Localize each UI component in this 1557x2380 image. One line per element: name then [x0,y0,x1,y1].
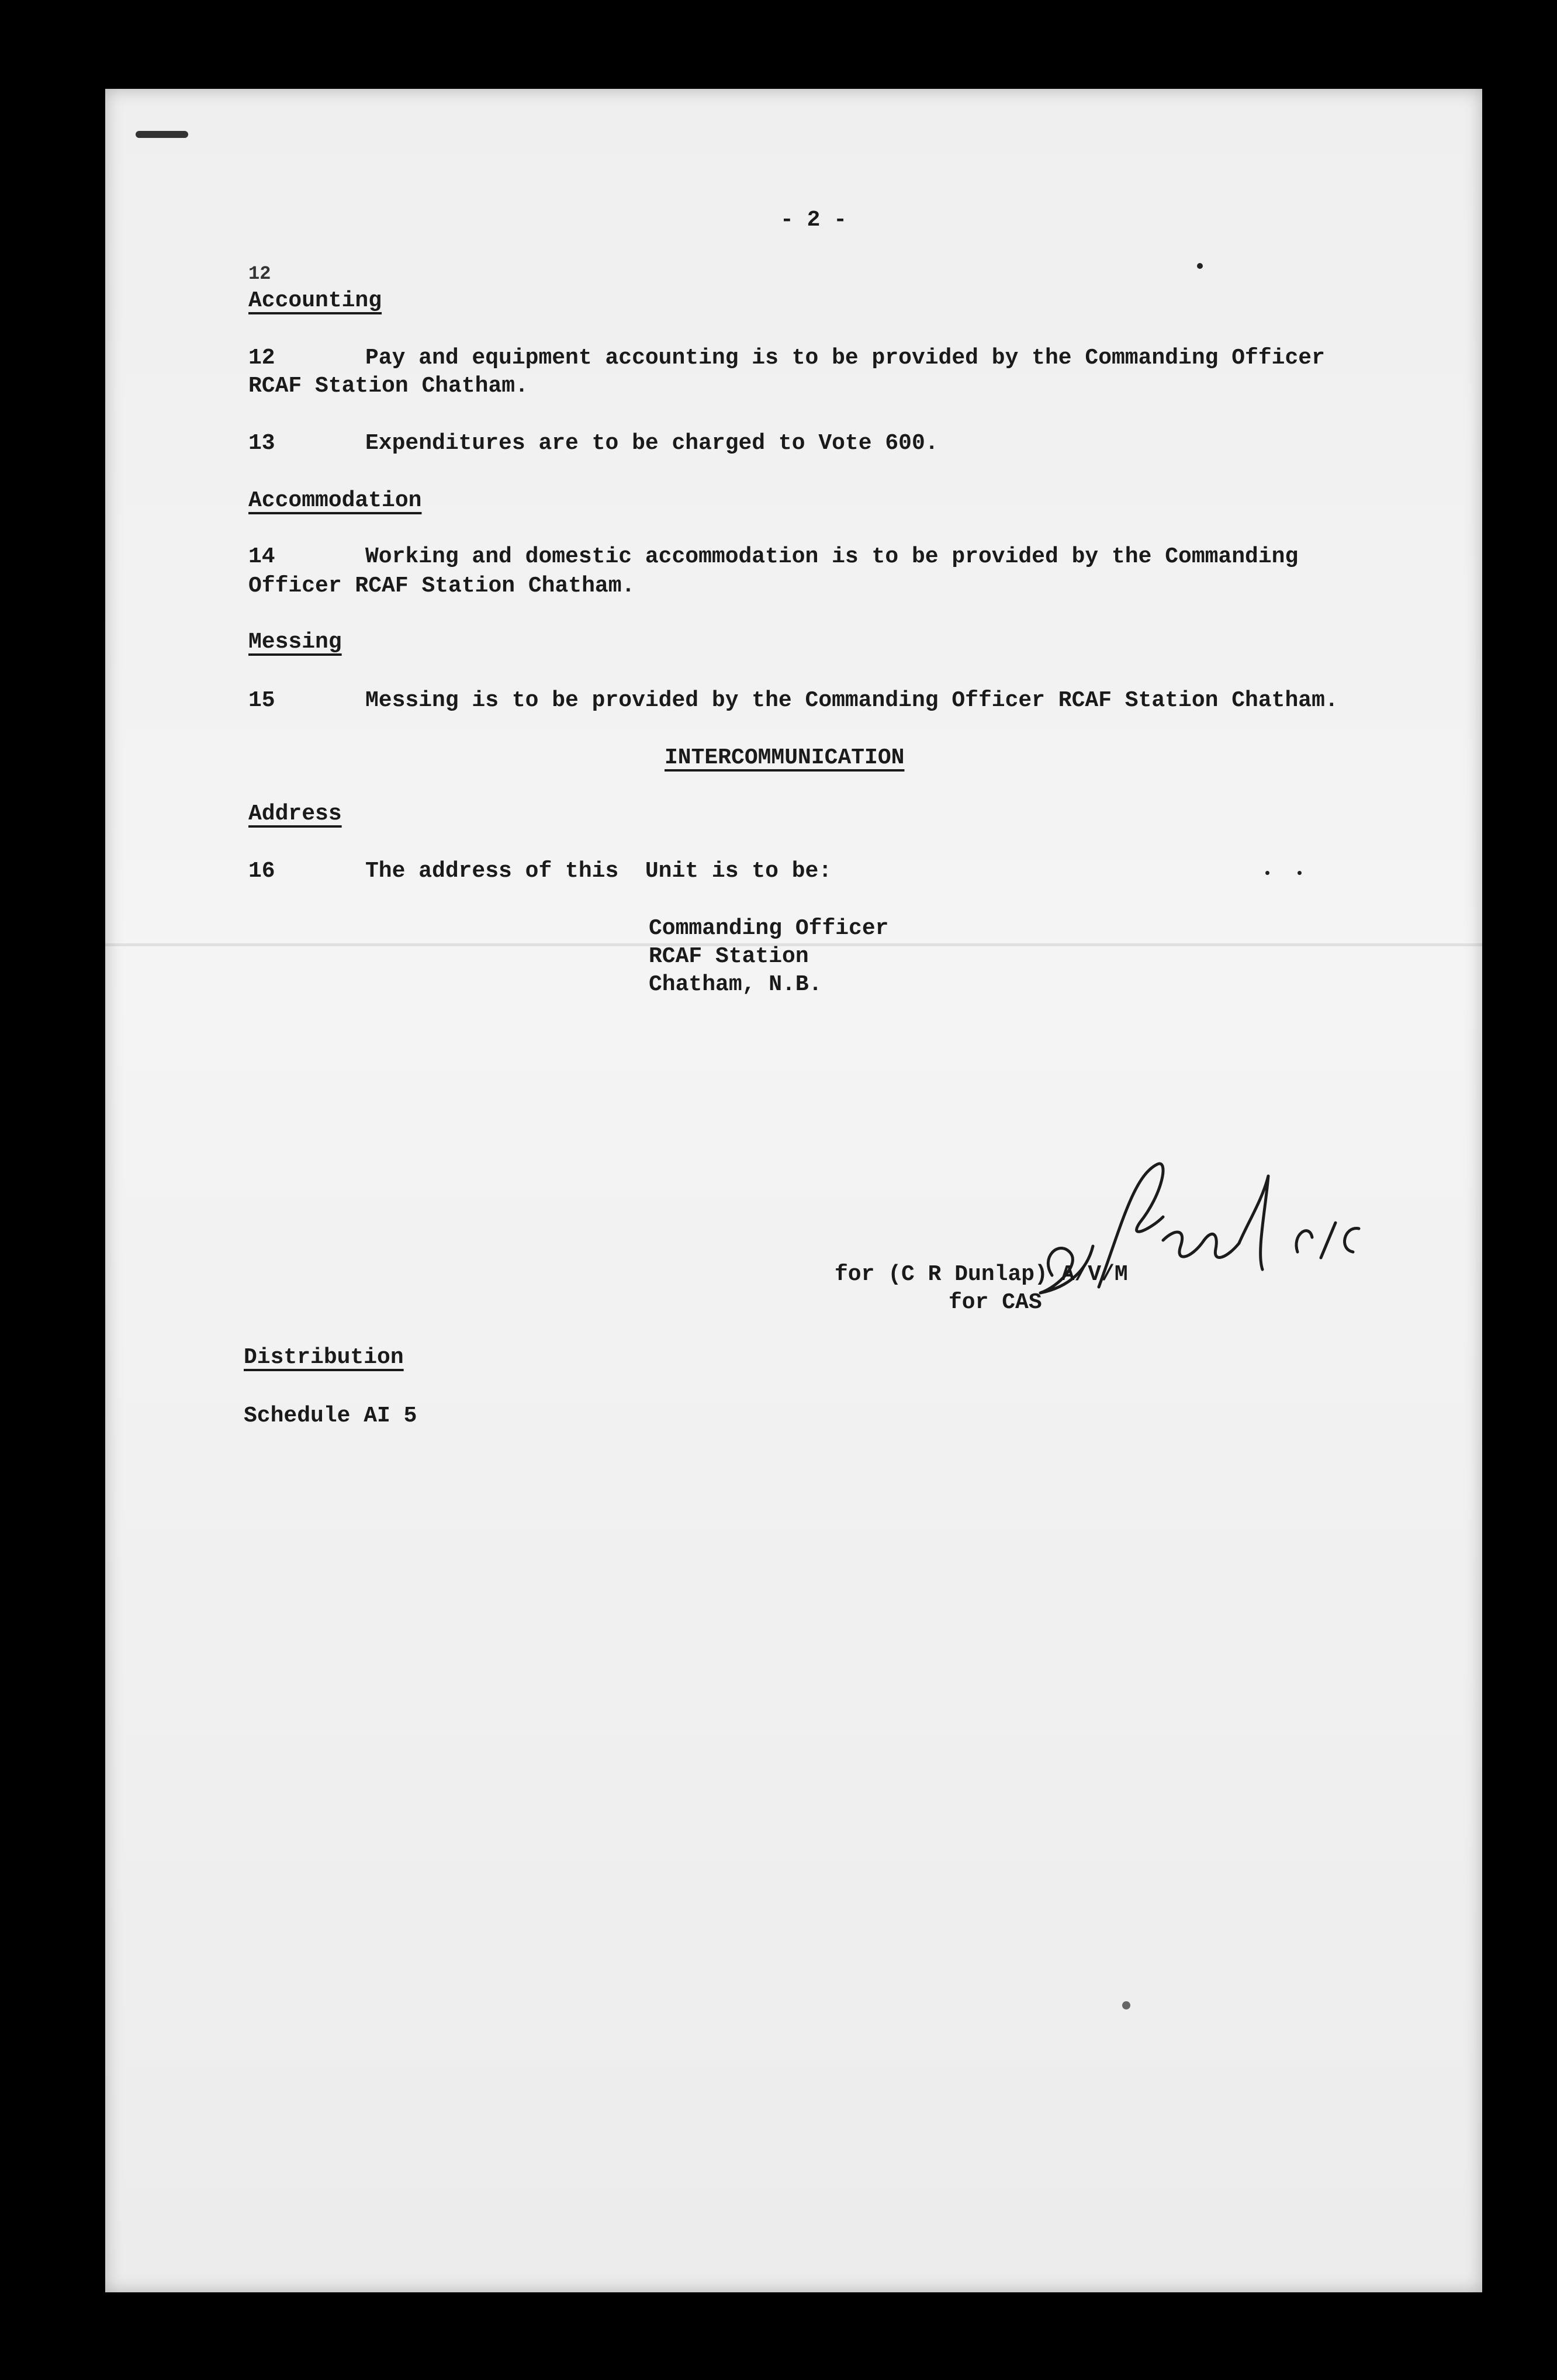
para-16-number: 16 [248,859,275,884]
para-14-number: 14 [248,544,275,569]
para-15-number: 15 [248,688,275,713]
speck [1122,2001,1130,2009]
para-14-line1: Working and domestic accommodation is to be provided by the Commanding [365,544,1299,569]
speck [1197,263,1203,269]
speck [1298,871,1302,875]
para-16-line1: The address of this Unit is to be: [365,859,832,884]
ink-smudge [136,131,188,138]
heading-distribution: Distribution [244,1345,404,1370]
corner-mark: 12 [248,263,271,285]
signatory-line-2: for CAS [949,1290,1042,1315]
para-15-line1: Messing is to be provided by the Commanding Officer RCAF Station Chatham. [365,688,1338,713]
signatory-line-1: for (C R Dunlap) A/V/M [835,1262,1128,1287]
heading-intercommunication: INTERCOMMUNICATION [665,745,905,770]
address-line-2: RCAF Station [649,944,809,969]
para-12-number: 12 [248,345,275,371]
distribution-value: Schedule AI 5 [244,1403,417,1428]
heading-messing: Messing [248,629,342,655]
page-number: - 2 - [780,207,847,233]
para-13-line1: Expenditures are to be charged to Vote 600. [365,431,939,456]
heading-accommodation: Accommodation [248,488,422,513]
address-line-1: Commanding Officer [649,916,889,941]
speck [1265,871,1269,875]
document-page [105,89,1482,2292]
heading-address: Address [248,801,342,826]
heading-accounting: Accounting [248,288,382,313]
handwritten-signature [1017,1153,1391,1340]
para-14-line2: Officer RCAF Station Chatham. [248,573,635,599]
para-13-number: 13 [248,431,275,456]
para-12-line2: RCAF Station Chatham. [248,373,528,399]
address-line-3: Chatham, N.B. [649,972,822,997]
para-12-line1: Pay and equipment accounting is to be provided by the Commanding Officer [365,345,1325,371]
